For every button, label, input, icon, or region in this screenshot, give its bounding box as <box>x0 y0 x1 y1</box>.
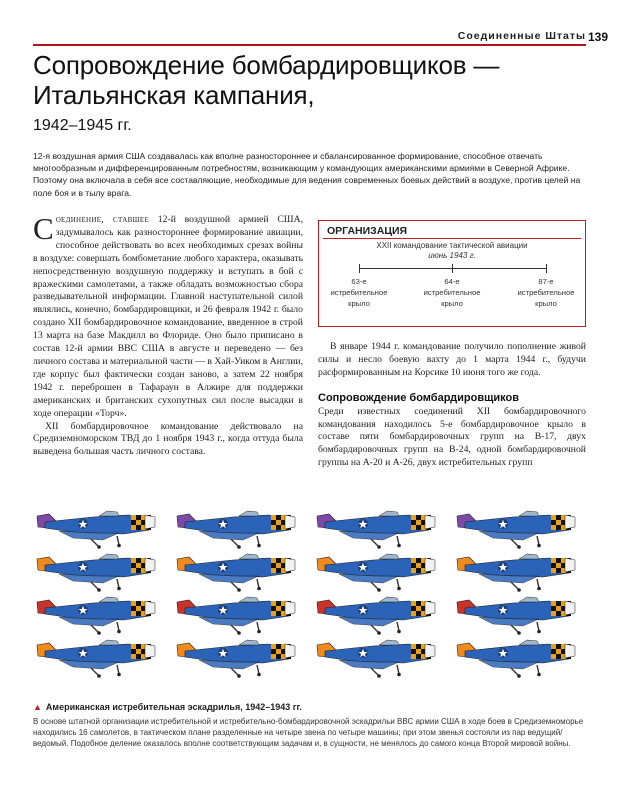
org-root-date: июнь 1943 г. <box>428 251 476 260</box>
right-column <box>318 341 586 470</box>
org-connector-line <box>359 268 547 269</box>
aircraft-profile <box>453 593 577 635</box>
org-node-number: 63-е <box>351 277 367 286</box>
aircraft-profile <box>33 593 157 635</box>
aircraft-profile <box>33 636 157 678</box>
org-node-number: 87-е <box>538 277 554 286</box>
left-paragraph-1-text: 12-й воздушной армией США, задумывалось как разностороннее формирование авиации, способное действовать во всех необходимых срезах войны в воздухе: совершать бомбометание любого характера, оказывать непосредственную воздушную поддержку и вступать в бой с вражескими самолетами, а также обладать возможностью сбора разведывательной информации. Главной наступательной силой являлись, конечно, бомбардировщики, и 26 февраля 1942 г. было создано XII бомбардировочное командование, введенное в строй 13 марта на базе Макдилл во Флориде. Оно было приписано в состав 12-й армии ВВС США в августе и переведено — без личного состава и материальной части — в Хай-Уиком в Англии, где корпус был фактически создан заново, а затем 22 ноября 1942 г. переброшен в Тафараун в Алжире для поддержки американских и британских сухопутных сил после высадки в ходе операции «Торч». <box>33 214 303 419</box>
org-node-number: 64-е <box>444 277 460 286</box>
org-connector-tick <box>452 264 453 273</box>
org-connector-tick <box>546 264 547 273</box>
aircraft-profile <box>453 636 577 678</box>
left-column <box>33 211 303 459</box>
caption-title-text: Американская истребительная эскадрилья, 1942–1943 гг. <box>45 702 302 712</box>
squadron-illustration <box>33 492 586 697</box>
org-node-type: истребительное <box>423 288 481 297</box>
org-chart-title: ОРГАНИЗАЦИЯ <box>327 225 408 237</box>
left-paragraph-1 <box>33 211 303 421</box>
left-paragraph-2: XII бомбардировочное командование действовало на Средиземноморском ТВД до 1 ноября 1943 г., когда оттуда была выведена большая часть личного состава. <box>33 420 303 458</box>
aircraft-profile <box>313 593 437 635</box>
right-paragraph-2: Среди известных соединений XII бомбардировочного командования находилось 5-е бомбардировочное крыло в составе пяти бомбардировочных групп на B-17, двух бомбардировочных групп на B-24, одной бомбардировочной группы на A-20 и A-26, двух истребительных групп <box>318 405 586 469</box>
org-node-87 <box>506 276 586 309</box>
org-node-type: истребительное <box>517 288 575 297</box>
right-paragraph-1: В январе 1944 г. командование получило пополнение живой силы и несло боевую вахту до 1 марта 1944 г., будучи расформированным на Корсике 10 июня того же года. <box>318 341 586 378</box>
org-node-type: истребительное <box>330 288 388 297</box>
aircraft-profile <box>173 550 297 592</box>
aircraft-profile <box>313 507 437 549</box>
aircraft-profile <box>313 550 437 592</box>
aircraft-profile <box>173 636 297 678</box>
caption-triangle-icon: ▲ <box>33 702 42 712</box>
article-title: Сопровождение бомбардировщиков — Итальянская кампания, <box>33 50 500 110</box>
org-connector-tick <box>359 264 360 273</box>
lead-paragraph: 12-я воздушная армия США создавалась как вполне разностороннее и сбалансированное формирование, способное отвечать многообразным и дифференцированным потребностям, возникающим у командующих американскими армиями в Северной Африке. Поэтому она включала в себя все составляющие, необходимые для ведения современных боевых действий в воздухе, против целей на поле боя и в тылу врага. <box>33 151 581 198</box>
opening-smallcaps: оединение, ставшее <box>55 214 150 225</box>
org-node-64 <box>412 276 492 309</box>
org-node-unit: крыло <box>348 299 370 308</box>
header-rule <box>33 44 586 46</box>
org-node-unit: крыло <box>535 299 557 308</box>
aircraft-profile <box>313 636 437 678</box>
organization-chart <box>318 220 586 327</box>
page-number: 139 <box>588 30 609 44</box>
aircraft-profile <box>453 550 577 592</box>
figure-caption-title <box>33 702 302 712</box>
running-head: Соединенные Штаты <box>457 30 586 42</box>
article-years: 1942–1945 гг. <box>33 117 132 134</box>
org-node-63 <box>319 276 399 309</box>
aircraft-profile <box>33 550 157 592</box>
section-heading: Сопровождение бомбардировщиков <box>318 391 519 404</box>
aircraft-profile <box>173 593 297 635</box>
org-node-unit: крыло <box>441 299 463 308</box>
org-root-name: XXII командование тактической авиации <box>376 241 528 250</box>
drop-cap: С <box>33 211 54 246</box>
org-chart-root <box>319 241 585 261</box>
aircraft-profile <box>33 507 157 549</box>
figure-caption-text: В основе штатной организации истребительной и истребительно-бомбардировочной эскадрильи ВВС армии США в ходе боев в Средиземноморье находились 16 самолетов, в тактическом плане разделенные на четыре звена по четыре машины; при этом звенья состояли из пар ведущий/ведомый. Подобное деление оказалось вполне соответствующим задачам и, в сущности, не менялось до самого конца Второй мировой войны. <box>33 717 584 749</box>
org-chart-rule <box>323 238 581 239</box>
aircraft-profile <box>173 507 297 549</box>
aircraft-profile <box>453 507 577 549</box>
